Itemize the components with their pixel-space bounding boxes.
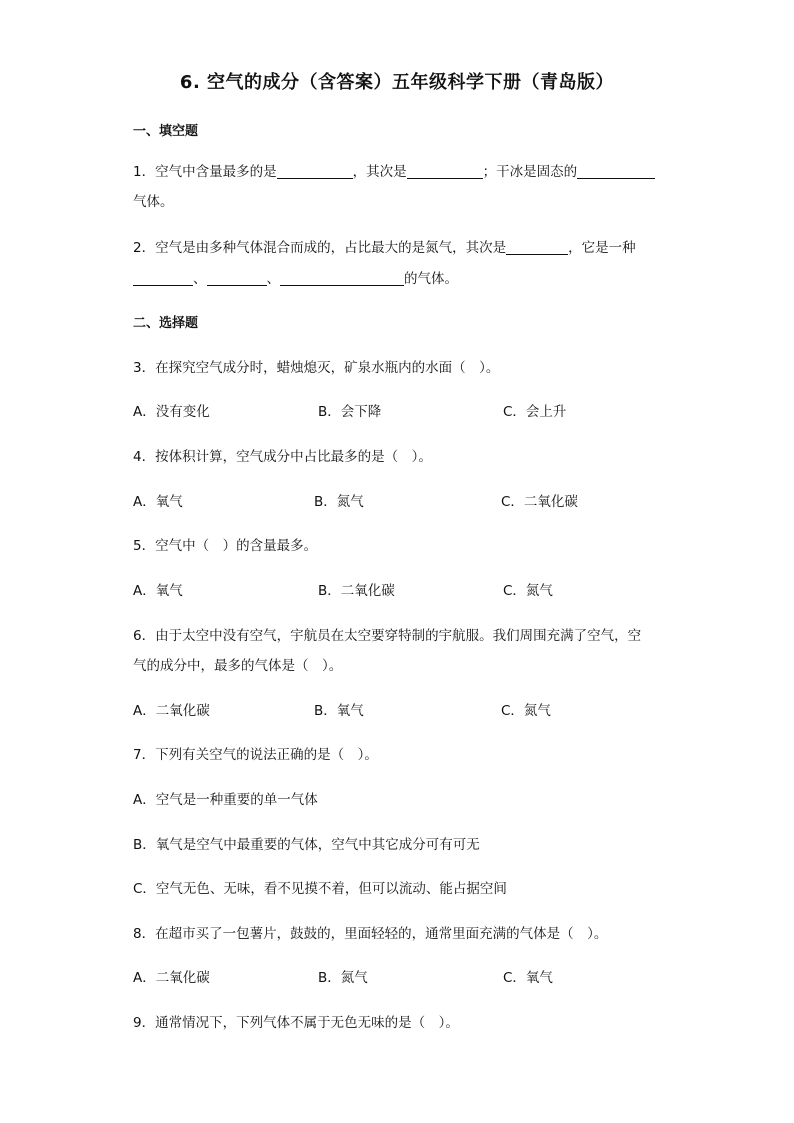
q5-option-a: A．氧气 — [133, 583, 183, 599]
q3-option-a: A．没有变化 — [133, 404, 210, 420]
q7-option-b: B．氧气是空气中最重要的气体，空气中其它成分可有可无 — [133, 837, 480, 853]
question-4-stem: 4．按体积计算，空气成分中占比最多的是（ ）。 — [133, 449, 432, 465]
q1-text-c: ；干冰是固态的 — [482, 164, 578, 180]
q4-option-b: B．氮气 — [314, 494, 364, 510]
q8-option-a: A．二氧化碳 — [133, 970, 210, 986]
section-heading-multiple-choice: 二、选择题 — [133, 316, 199, 331]
q3-option-b: B．会下降 — [318, 404, 382, 420]
q6-option-a: A．二氧化碳 — [133, 703, 210, 719]
q5-option-c: C．氮气 — [503, 583, 553, 599]
q1-text-b: ，其次是 — [352, 164, 407, 180]
question-1-line-1 — [133, 160, 655, 180]
q2-blank-2 — [133, 271, 193, 286]
q2-blank-1 — [506, 240, 568, 255]
q2-sep-1: 、 — [193, 271, 207, 287]
q2-text-a: 2．空气是由多种气体混合而成的，占比最大的是氮气，其次是 — [133, 240, 507, 256]
page-title: 6. 空气的成分（含答案）五年级科学下册（青岛版） — [179, 72, 615, 93]
q2-blank-4 — [280, 271, 404, 286]
q8-option-b: B．氮气 — [318, 970, 368, 986]
q4-option-a: A．氧气 — [133, 494, 183, 510]
q6-option-b: B．氧气 — [314, 703, 364, 719]
q1-blank-2 — [407, 164, 483, 179]
q1-text-a: 1．空气中含量最多的是 — [133, 164, 277, 180]
q2-text-b: ，它是一种 — [568, 240, 636, 256]
question-6-stem-line-2: 气的成分中，最多的气体是（ ）。 — [133, 658, 343, 674]
section-heading-fill-blank: 一、填空题 — [133, 124, 199, 139]
q1-blank-1 — [277, 164, 353, 179]
q3-option-c: C．会上升 — [503, 404, 567, 420]
question-7-stem: 7．下列有关空气的说法正确的是（ ）。 — [133, 747, 378, 763]
question-6-stem-line-1: 6．由于太空中没有空气，宇航员在太空要穿特制的宇航服。我们周围充满了空气，空 — [133, 628, 642, 644]
q2-blank-3 — [207, 271, 267, 286]
question-1-line-2: 气体。 — [133, 194, 174, 210]
q1-blank-3 — [577, 164, 655, 179]
question-2-line-1 — [133, 236, 636, 256]
q2-text-c: 的气体。 — [404, 271, 458, 287]
question-8-stem: 8．在超市买了一包薯片，鼓鼓的，里面轻轻的，通常里面充满的气体是（ ）。 — [133, 926, 608, 942]
q2-sep-2: 、 — [266, 271, 280, 287]
question-5-stem: 5．空气中（ ）的含量最多。 — [133, 538, 318, 554]
q7-option-c: C．空气无色、无味，看不见摸不着，但可以流动、能占据空间 — [133, 881, 507, 897]
q6-option-c: C．氮气 — [501, 703, 551, 719]
question-3-stem: 3．在探究空气成分时，蜡烛熄灭，矿泉水瓶内的水面（ ）。 — [133, 360, 500, 376]
q4-option-c: C．二氧化碳 — [501, 494, 578, 510]
q5-option-b: B．二氧化碳 — [318, 583, 395, 599]
question-9-stem: 9．通常情况下，下列气体不属于无色无味的是（ ）。 — [133, 1015, 459, 1031]
q7-option-a: A．空气是一种重要的单一气体 — [133, 792, 318, 808]
question-2-line-2 — [133, 267, 458, 287]
q8-option-c: C．氧气 — [503, 970, 553, 986]
